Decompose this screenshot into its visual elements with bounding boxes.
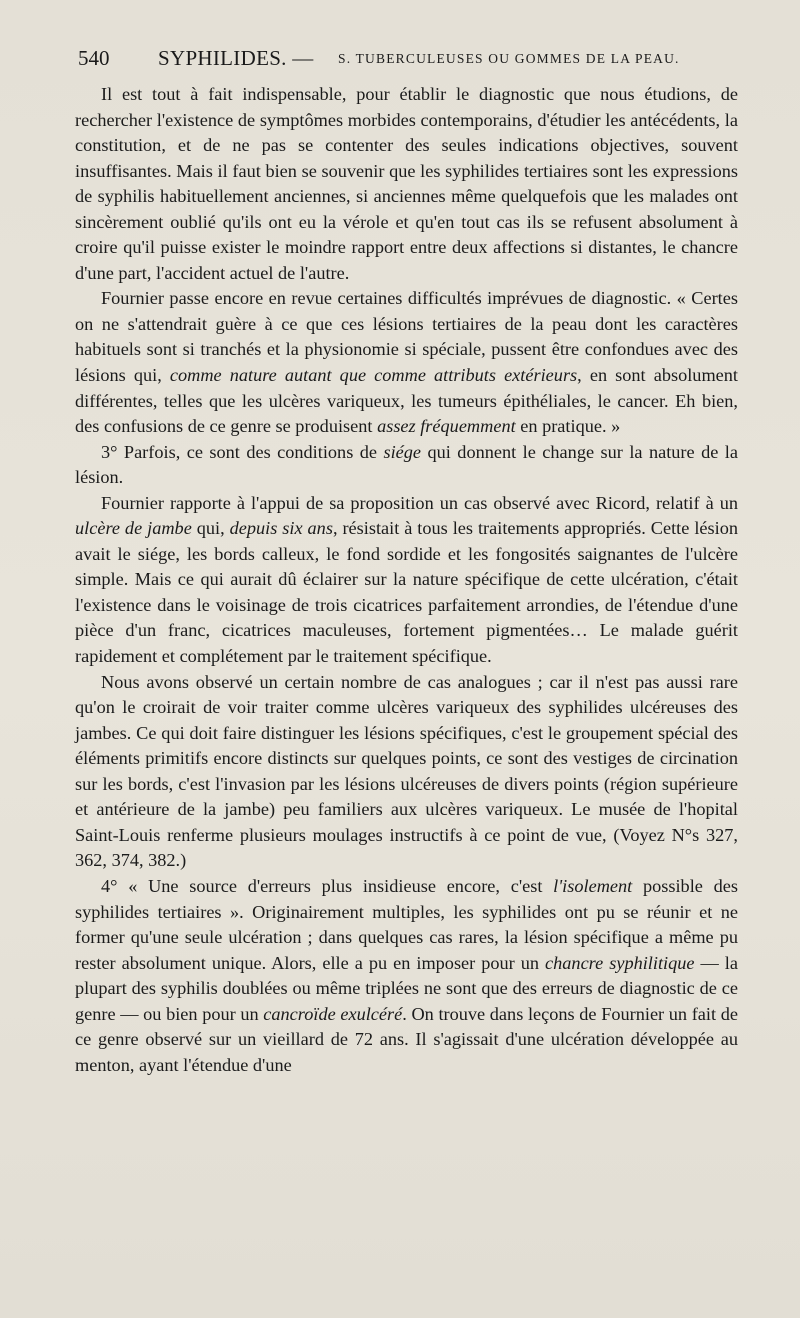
text-segment: Nous avons observé un certain nombre de cas analogues ; car il n'est pas aussi rare qu'on le croirait de voir traiter comme ulcères variqueux des syphilides ulcéreuses des jambes. Ce qui doit faire distinguer les lésions spécifiques, c'est le groupement spécial des éléments primitifs encore distincts sur quelques points, ce sont des vestiges de circination sur les bords, c'est l'invasion par les lésions ulcéreuses de divers points (région supérieure et antérieure de la jambe) peu familiers aux ulcères variqueux. Le musée de l'hopital Saint-Louis renferme plusieurs moulages instructifs à ce point de vue, (Voyez N°s 327, 362, 374, 382.) [75, 671, 738, 871]
italic-text: cancroïde exulcéré [263, 1003, 403, 1024]
text-segment: Fournier rapporte à l'appui de sa proposition un cas observé avec Ricord, relatif à un [101, 492, 738, 513]
paragraph [75, 286, 738, 439]
text-segment: Fournier passe encore en revue certaines difficultés imprévues de diagnostic. « Certes on ne s'attendrait guère à ce que ces lésions tertiaires de la peau dont les caractères habituels sont si tranchés et la physionomie si spéciale, pussent être confondues avec des lésions qui, [75, 288, 738, 386]
italic-text: assez fréquemment [377, 416, 516, 437]
text-segment: possible des syphilides tertiaires ». Originairement multiples, les syphilides ont pu se réunir et ne former qu'une seule ulcération ; dans quelques cas rares, la lésion spécifique a même pu rester absolument unique. Alors, elle a pu en imposer pour un [75, 875, 738, 973]
paragraph [75, 491, 738, 670]
italic-text: chancre syphilitique [545, 952, 695, 973]
running-title: SYPHILIDES. — [158, 46, 314, 70]
paragraph [75, 440, 738, 491]
text-segment: qui, [191, 518, 230, 539]
paragraph [75, 874, 738, 1078]
running-header [78, 46, 738, 74]
text-segment: qui donnent le change sur la nature de la lésion. [75, 441, 738, 488]
paragraph [75, 82, 738, 286]
italic-text: siége [383, 441, 422, 462]
text-segment: — la plupart des syphilis doublées ou même triplées ne sont que des erreurs de diagnostic de ce genre — ou bien pour un [75, 952, 738, 1024]
text-segment: 3° Parfois, ce sont des conditions de [101, 441, 384, 462]
italic-text: ulcère de jambe [75, 518, 192, 539]
italic-text: comme nature autant que comme attributs extérieurs [169, 365, 578, 386]
paragraph [75, 670, 738, 874]
text-segment: . On trouve dans leçons de Fournier un fait de ce genre observé sur un vieillard de 72 ans. Il s'agissait d'une ulcération développée au menton, ayant l'étendue d'une [75, 1003, 738, 1075]
page-number: 540 [78, 46, 110, 70]
text-segment: en pratique. » [515, 416, 621, 437]
text-segment: , résistait à tous les traitements appropriés. Cette lésion avait le siége, les bords calleux, le fond sordide et les fongosités saignantes de l'ulcère simple. Mais ce qui aurait dû éclairer sur la nature spécifique de cette ulcération, c'était l'existence dans le voisinage de trois cicatrices parfaitement arrondies, de l'étendue d'une pièce d'un franc, cicatrices maculeuses, fortement pigmentées… Le malade guérit rapidement et complétement par le traitement spécifique. [75, 518, 738, 667]
text-segment: , en sont absolument différentes, telles que les ulcères variqueux, les tumeurs épithéliales, le cancer. Eh bien, des confusions de ce genre se produisent [75, 365, 739, 437]
text-segment: Il est tout à fait indispensable, pour établir le diagnostic que nous étudions, de rechercher l'existence de symptômes morbides contemporains, d'étudier les antécédents, la constitution, et de ne pas se contenter des seules indications objectives, souvent insuffisantes. Mais il faut bien se souvenir que les syphilides tertiaires sont les expressions de syphilis habituellement anciennes, si anciennes même quelquefois que les malades ont sincèrement oublié qu'ils ont eu la vérole et qu'en tout cas ils se refusent absolument à croire qu'il puisse exister le moindre rapport entre deux affections si distantes, le chancre d'une part, l'accident actuel de l'autre. [75, 84, 738, 283]
running-subtitle: S. TUBERCULEUSES OU GOMMES DE LA PEAU. [338, 51, 680, 66]
body-text [75, 82, 738, 1078]
italic-text: l'isolement [553, 875, 633, 896]
text-segment: 4° « Une source d'erreurs plus insidieuse encore, c'est [101, 875, 554, 896]
italic-text: depuis six ans [229, 518, 333, 539]
